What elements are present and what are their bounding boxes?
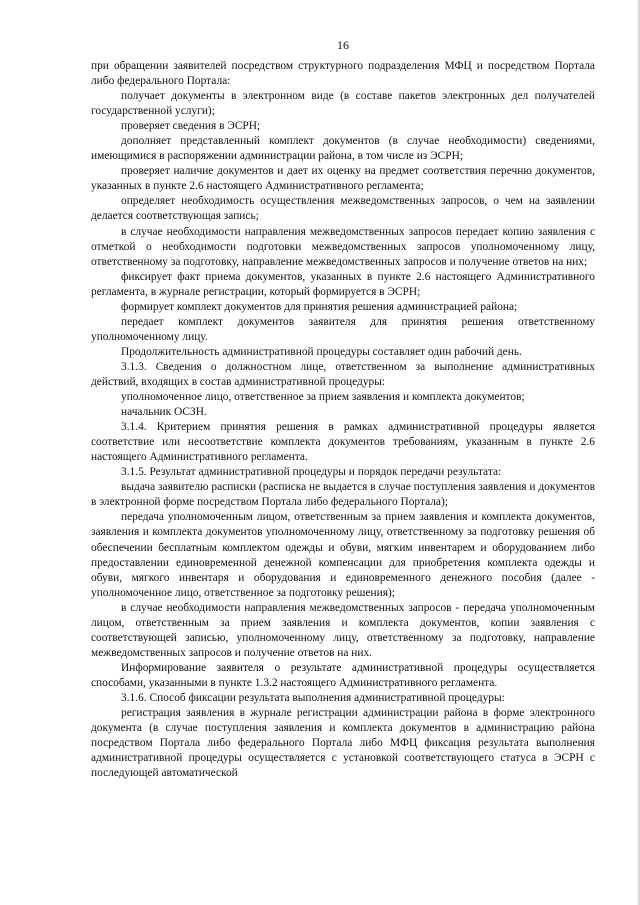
page-number: 16 (337, 38, 349, 52)
paragraph: определяет необходимость осуществления межведомственных запросов, о чем на заявлении делается соответствующая запись; (91, 195, 595, 223)
document-page (91, 34, 595, 781)
paragraph: передает комплект документов заявителя для принятия решения ответственному уполномоченному лицу. (91, 315, 595, 343)
section-3-1-3: 3.1.3. Сведения о должностном лице, ответственном за выполнение административных действий, входящих в состав административной процедуры: (91, 360, 595, 388)
paragraph: в случае необходимости направления межведомственных запросов передает копию заявления с отметкой о необходимости подготовки межведомственных запросов уполномоченному лицу, ответственному за подготовку, направление межведомственных запросов и получение ответов на них; (91, 225, 595, 268)
paragraph: проверяет наличие документов и дает их оценку на предмет соответствия перечню документов, указанных в пункте 2.6 настоящего Административного регламента; (91, 165, 595, 193)
section-3-1-4: 3.1.4. Критерием принятия решения в рамках административной процедуры является соответствие или несоответствие комплекта документов требованиям, указанным в пункте 2.6 настоящего Административного регламента. (91, 421, 595, 464)
paragraph: дополняет представленный комплект документов (в случае необходимости) сведениями, имеющимися в распоряжении администрации района, в том числе из ЭСРН; (91, 135, 595, 163)
paragraph: формирует комплект документов для принятия решения администрацией района; (121, 300, 518, 313)
paragraph: передача уполномоченным лицом, ответственным за прием заявления и комплекта документов, заявления и комплекта документов уполномоченному лицу, ответственному за подготовку решения об обеспечении бесплатным комплектом одежды и обуви, мягким инвентарем и оборудованием либо предоставлении единовременной денежной компенсации для приобретения комплекта одежды и обуви, мягкого инвентаря и оборудования и единовременного денежного пособия (далее - уполномоченное лицо, ответственное за подготовку решения); (91, 511, 595, 599)
paragraph: Информирование заявителя о результате административной процедуры осуществляется способами, указанными в пункте 1.3.2 настоящего Административного регламента. (91, 661, 595, 689)
paragraph: выдача заявителю расписки (расписка не выдается в случае поступления заявления и документов в электронной форме посредством Портала либо федерального Портала); (91, 481, 596, 509)
paragraph: проверяет сведения в ЭСРН; (121, 120, 261, 133)
paragraph: начальник ОСЗН. (121, 406, 207, 419)
paragraph: регистрация заявления в журнале регистрации администрации района в форме электронного документа (в случае поступления заявления и комплекта документов в администрацию района посредством Портала либо федерального Портала либо МФЦ фиксация результата выполнения административной процедуры осуществляется с установкой соответствующего статуса в ЭСРН с последующей автоматической (91, 707, 595, 780)
section-3-1-6: 3.1.6. Способ фиксации результата выполнения административной процедуры: (121, 691, 505, 704)
paragraph: Продолжительность административной процедуры составляет один рабочий день. (121, 345, 522, 358)
paragraph: уполномоченное лицо, ответственное за прием заявления и комплекта документов; (121, 391, 525, 404)
paragraph: в случае необходимости направления межведомственных запросов - передача уполномоченным лицом, ответственным за прием заявления и комплекта документов, копии заявления с соответствующей записью, уполномоченному лицу, ответственному за подготовку, направление межведомственных запросов и получение ответов на них. (91, 601, 595, 659)
section-3-1-5: 3.1.5. Результат административной процедуры и порядок передачи результата: (121, 466, 502, 479)
paragraph: получает документы в электронном виде (в составе пакетов электронных дел получателей государственной услуги); (91, 90, 595, 118)
paragraph-intro: при обращении заявителей посредством структурного подразделения МФЦ и посредством Портала либо федерального Портала: (91, 60, 595, 88)
paragraph: фиксирует факт приема документов, указанных в пункте 2.6 настоящего Административного регламента, в журнале регистрации, который формируется в ЭСРН; (91, 270, 595, 298)
